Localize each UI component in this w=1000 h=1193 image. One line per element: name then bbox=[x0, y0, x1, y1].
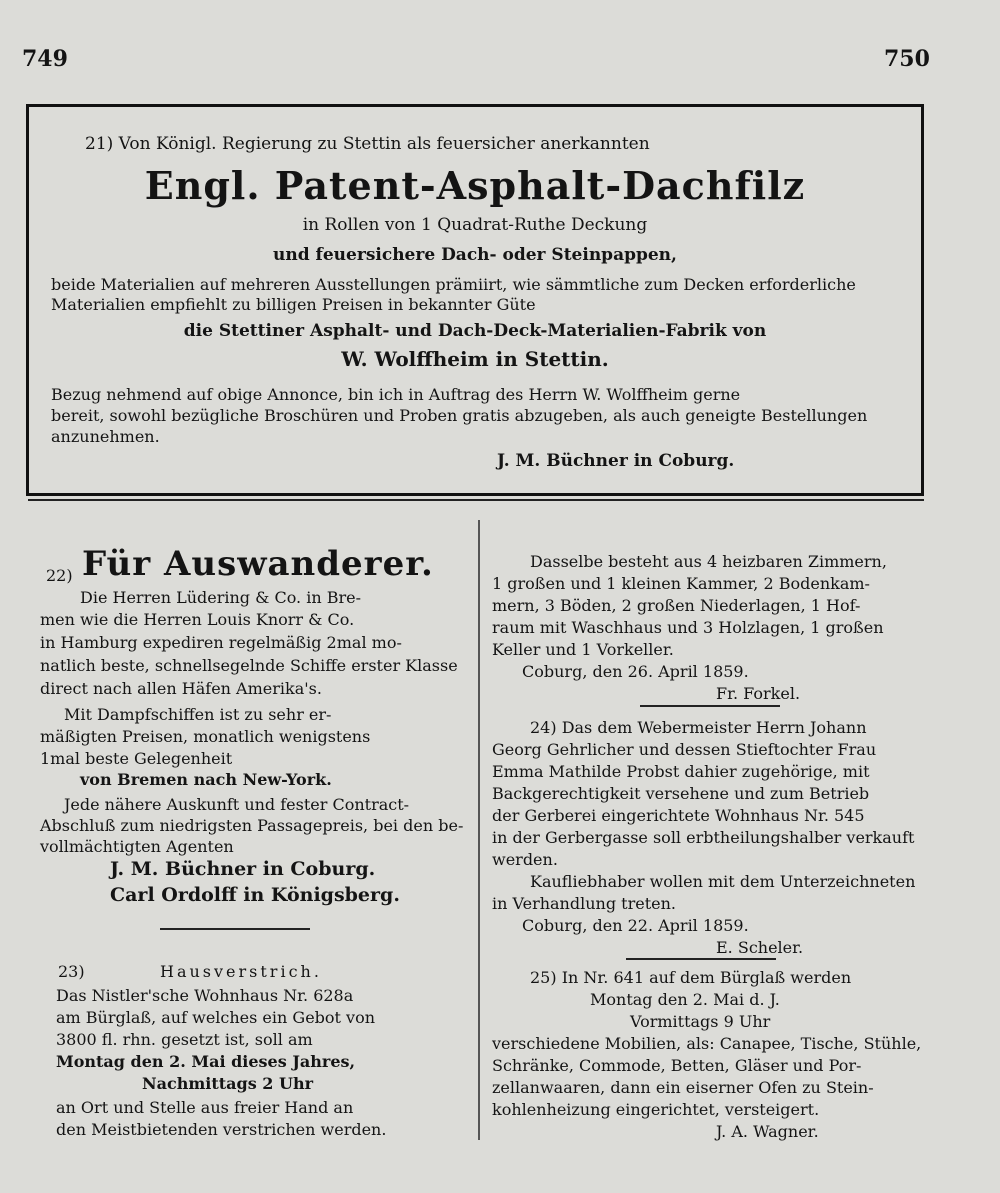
ad-21-line6: Materialien empfiehlt zu billigen Preisen in bekannter Güte bbox=[51, 295, 536, 314]
ad-21-line11: anzunehmen. bbox=[51, 427, 160, 446]
ad-22-line: vollmächtigten Agenten bbox=[40, 837, 234, 856]
ad-22-cont-signature: Fr. Forkel. bbox=[716, 684, 801, 703]
ad-24-line: Backgerechtigkeit versehene und zum Betrieb bbox=[492, 784, 870, 803]
ad-25-line3: Vormittags 9 Uhr bbox=[630, 1012, 771, 1031]
ad-21-line4: und feuersichere Dach- oder Steinpappen, bbox=[273, 245, 677, 265]
ad-22-line: Mit Dampfschiffen ist zu sehr er- bbox=[64, 705, 332, 724]
ad-24-line: 24) Das dem Webermeister Herrn Johann bbox=[530, 718, 867, 737]
ad-21-box bbox=[26, 104, 924, 496]
ad-23-line: Montag den 2. Mai dieses Jahres, bbox=[56, 1052, 356, 1071]
ad-22-cont-line: 1 großen und 1 kleinen Kammer, 2 Bodenkam- bbox=[492, 574, 870, 593]
ad-22-line: Die Herren Lüdering & Co. in Bre- bbox=[80, 588, 361, 607]
ad-24-line: in der Gerbergasse soll erbtheilungshalber verkauft bbox=[492, 828, 915, 847]
ad-22-rule bbox=[160, 928, 310, 930]
ad-22-line: men wie die Herren Louis Knorr & Co. bbox=[40, 610, 355, 629]
ad-23-line: an Ort und Stelle aus freier Hand an bbox=[56, 1098, 354, 1117]
ad-22-cont-line: mern, 3 Böden, 2 großen Niederlagen, 1 Hof- bbox=[492, 596, 861, 615]
page-number-left: 749 bbox=[22, 46, 68, 72]
ad-24-rule bbox=[640, 705, 780, 707]
ad-25-line: verschiedene Mobilien, als: Canapee, Tische, Stühle, bbox=[492, 1034, 922, 1053]
ad-22-line: 1mal beste Gelegenheit bbox=[40, 749, 233, 768]
ad-22-cont-line: Dasselbe besteht aus 4 heizbaren Zimmern, bbox=[530, 552, 887, 571]
ad-25-line1: 25) In Nr. 641 auf dem Bürglaß werden bbox=[530, 968, 852, 987]
ad-25-line: Schränke, Commode, Betten, Gläser und Por- bbox=[492, 1056, 862, 1075]
ad-22-line: Jede nähere Auskunft und fester Contract- bbox=[64, 795, 410, 814]
ad-24-line: Georg Gehrlicher und dessen Stieftochter Frau bbox=[492, 740, 877, 759]
ad-22-cont-line: raum mit Waschhaus und 3 Holzlagen, 1 großen bbox=[492, 618, 884, 637]
ad-22-cont-date: Coburg, den 26. April 1859. bbox=[522, 662, 749, 681]
ad-21-line3: in Rollen von 1 Quadrat-Ruthe Deckung bbox=[302, 215, 648, 235]
ad-24-line: Emma Mathilde Probst dahier zugehörige, mit bbox=[492, 762, 870, 781]
ad-24-line: Kaufliebhaber wollen mit dem Unterzeichneten bbox=[530, 872, 916, 891]
page-number-right: 750 bbox=[884, 46, 930, 72]
ad-21-line5: beide Materialien auf mehreren Ausstellungen prämiirt, wie sämmtliche zum Decken erforderliche bbox=[51, 275, 856, 294]
ad-22-signature-2: Carl Ordolff in Königsberg. bbox=[110, 884, 400, 906]
ad-21-line10: bereit, sowohl bezügliche Broschüren und Proben gratis abzugeben, als auch geneigte Bestellungen bbox=[51, 406, 868, 425]
ad-22-line: mäßigten Preisen, monatlich wenigstens bbox=[40, 727, 371, 746]
ad-21-line8: W. Wolffheim in Stettin. bbox=[341, 347, 609, 371]
ad-23-line: 3800 fl. rhn. gesetzt ist, soll am bbox=[56, 1030, 313, 1049]
ad-23-number: 23) bbox=[58, 962, 85, 981]
ad-22-line: in Hamburg expediren regelmäßig 2mal mo- bbox=[40, 633, 402, 652]
ad-24-date: Coburg, den 22. April 1859. bbox=[522, 916, 749, 935]
ad-24-line: werden. bbox=[492, 850, 558, 869]
ad-24-line: in Verhandlung treten. bbox=[492, 894, 676, 913]
column-divider bbox=[478, 520, 480, 1140]
ad-25-rule bbox=[626, 958, 776, 960]
ad-22-number: 22) bbox=[46, 566, 73, 585]
ad-22-heading: Für Auswanderer. bbox=[82, 544, 434, 584]
ad-21-signature: J. M. Büchner in Coburg. bbox=[497, 451, 735, 471]
ad-22-line: von Bremen nach New-York. bbox=[80, 770, 332, 789]
ad-23-line: am Bürglaß, auf welches ein Gebot von bbox=[56, 1008, 376, 1027]
ad-22-line: Abschluß zum niedrigsten Passagepreis, bei den be- bbox=[40, 816, 464, 835]
ad-23-heading: Hausverstrich. bbox=[160, 962, 322, 981]
ad-21-intro: 21) Von Königl. Regierung zu Stettin als feuersicher anerkannten bbox=[85, 134, 650, 154]
ad-22-line: natlich beste, schnellsegelnde Schiffe erster Klasse bbox=[40, 656, 458, 675]
ad-22-signature-1: J. M. Büchner in Coburg. bbox=[110, 858, 376, 880]
ad-21-line9: Bezug nehmend auf obige Annonce, bin ich in Auftrag des Herrn W. Wolffheim gerne bbox=[51, 385, 741, 404]
ad-25-signature: J. A. Wagner. bbox=[716, 1122, 819, 1141]
ad-24-line: der Gerberei eingerichtete Wohnhaus Nr. 545 bbox=[492, 806, 865, 825]
ad-23-line: Das Nistler'sche Wohnhaus Nr. 628a bbox=[56, 986, 354, 1005]
ad-23-line: Nachmittags 2 Uhr bbox=[142, 1074, 314, 1093]
ad-21-line7: die Stettiner Asphalt- und Dach-Deck-Materialien-Fabrik von bbox=[183, 321, 767, 341]
ad-25-line: kohlenheizung eingerichtet, versteigert. bbox=[492, 1100, 820, 1119]
ad-22-line: direct nach allen Häfen Amerika's. bbox=[40, 679, 322, 698]
ad-23-line: den Meistbietenden verstrichen werden. bbox=[56, 1120, 387, 1139]
ad-21-title: Engl. Patent-Asphalt-Dachfilz bbox=[144, 163, 806, 208]
ad-25-line2: Montag den 2. Mai d. J. bbox=[590, 990, 780, 1009]
ad-24-signature: E. Scheler. bbox=[716, 938, 804, 957]
separator-rule bbox=[28, 499, 924, 501]
ad-22-cont-line: Keller und 1 Vorkeller. bbox=[492, 640, 674, 659]
ad-25-line: zellanwaaren, dann ein eiserner Ofen zu Stein- bbox=[492, 1078, 874, 1097]
